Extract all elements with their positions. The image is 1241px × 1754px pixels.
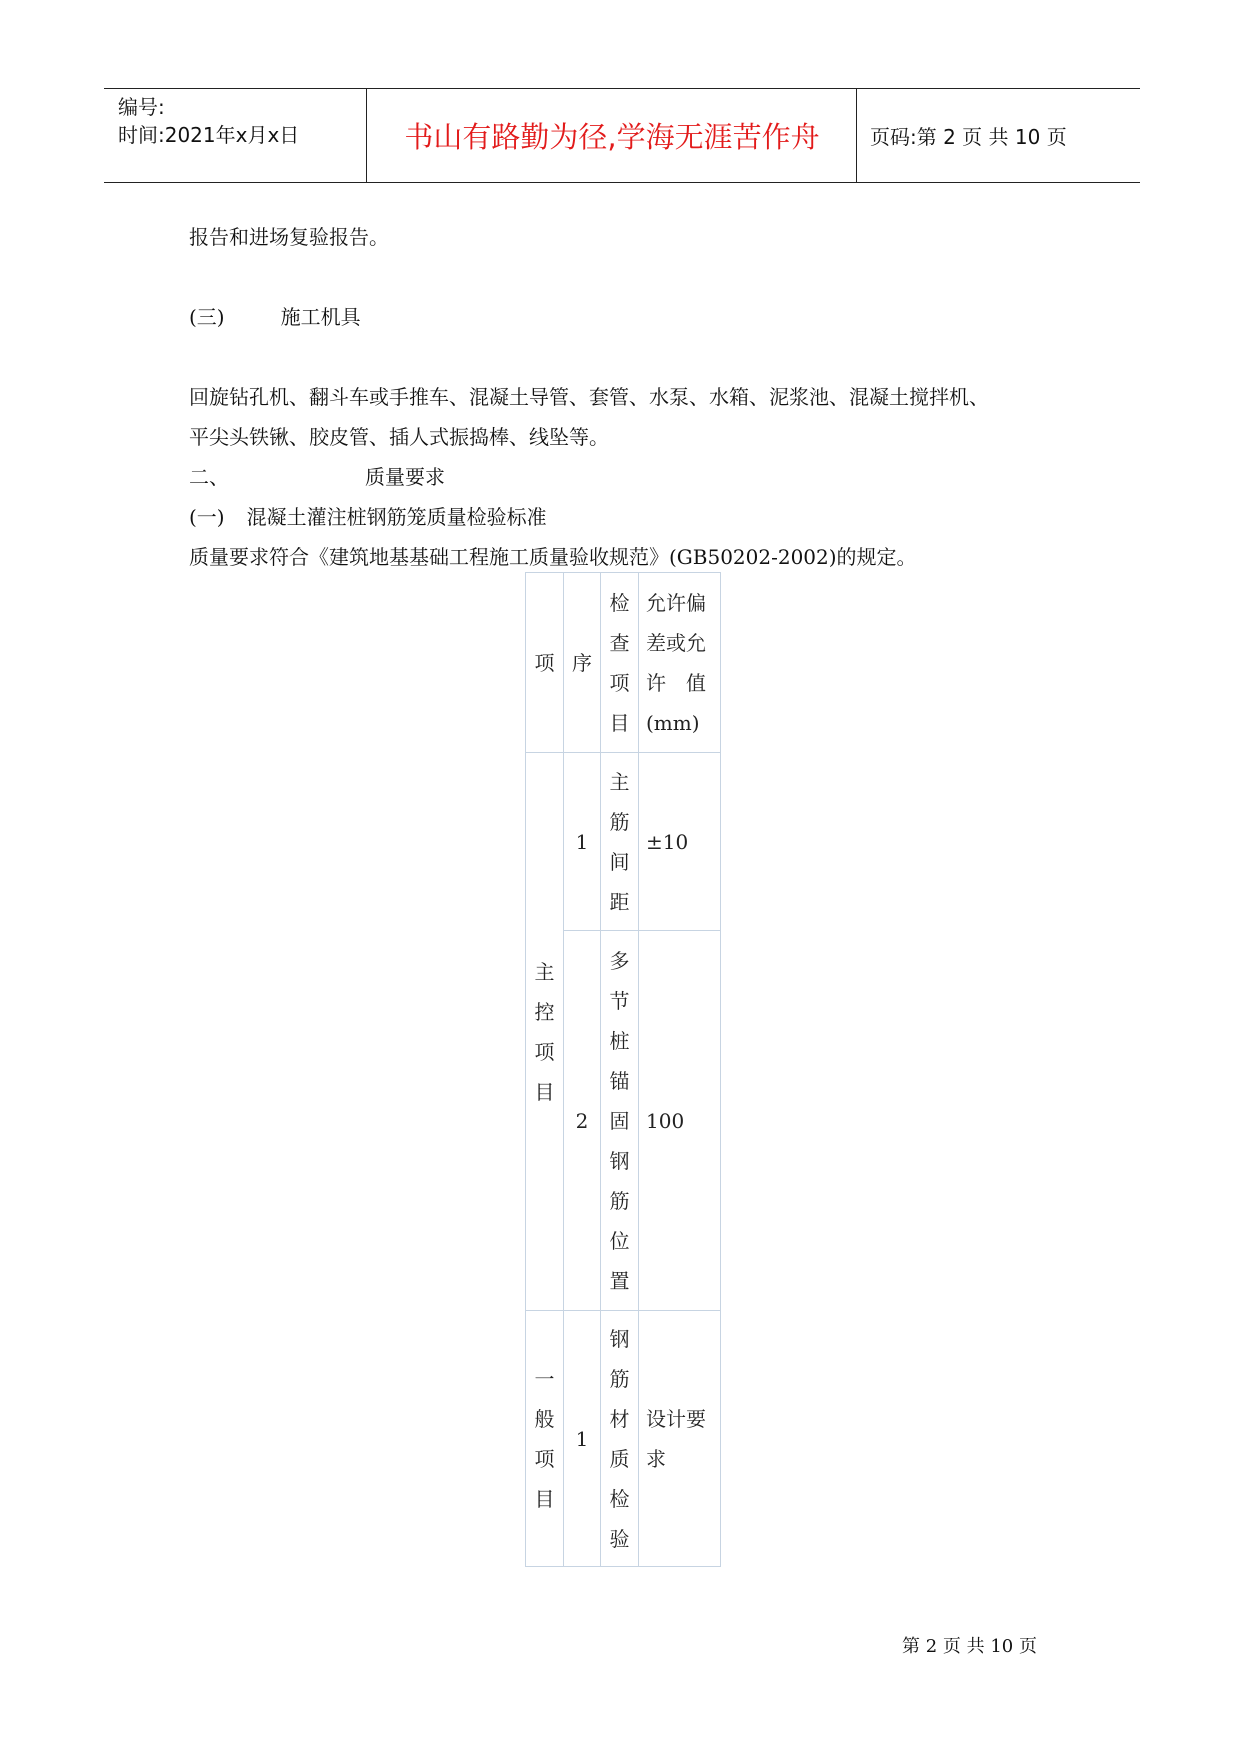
header-divider-right [856, 89, 857, 182]
header-tolerance-line-2: 差或允 [646, 630, 706, 655]
tools-line-2: 平尖头铁锹、胶皮管、插人式振捣棒、线坠等。 [189, 425, 609, 449]
requirement-line: 质量要求符合《建筑地基基础工程施工质量验收规范》(GB50202-2002)的规定。 [189, 545, 917, 569]
row2-value-cell [639, 931, 721, 1311]
table-row [526, 753, 721, 931]
tools-line-1: 回旋钻孔机、翻斗车或手推车、混凝土导管、套管、水泵、水箱、泥浆池、混凝土搅拌机、 [189, 385, 989, 409]
row2-value: 100 [646, 1108, 685, 1133]
row2-item-cell [601, 931, 639, 1311]
row2-seq: 2 [575, 1108, 589, 1133]
section-2-title: 质量要求 [365, 465, 445, 489]
row3-seq: 1 [575, 1426, 589, 1451]
table-header-row [526, 573, 721, 753]
header-divider-left [366, 89, 367, 182]
section-3-heading [189, 304, 361, 330]
row1-seq: 1 [575, 829, 589, 854]
row2-item: 多节桩锚固钢筋位置 [609, 948, 630, 1293]
section-2-number: 二、 [189, 465, 229, 489]
header-time-label: 时间:2021年x月x日 [118, 123, 300, 147]
row3-value-line-1: 设计要 [646, 1406, 706, 1431]
document-header [104, 88, 1140, 183]
row1-item: 主筋间距 [609, 769, 630, 914]
group-cell-general [526, 1311, 564, 1567]
subsection-1-heading [189, 504, 547, 530]
subsection-1-title: 混凝土灌注桩钢筋笼质量检验标准 [246, 505, 547, 529]
quality-standard-table [525, 572, 721, 1567]
row1-item-cell [601, 753, 639, 931]
body-line-1: 报告和进场复验报告。 [189, 225, 389, 249]
header-tolerance-line-1: 允许偏 [646, 590, 706, 615]
subsection-1-number: (一) [189, 505, 225, 529]
row1-value-cell [639, 753, 721, 931]
header-number-label: 编号: [118, 95, 165, 119]
header-tolerance-line-3: 许 值 [646, 670, 706, 695]
table-row [526, 1311, 721, 1567]
row3-item-cell [601, 1311, 639, 1567]
header-cell-seq [564, 573, 601, 753]
group-cell-main-control [526, 753, 564, 1311]
group-general-text: 一般项目 [534, 1366, 555, 1511]
header-seq-text: 序 [572, 650, 592, 675]
header-meta [118, 93, 299, 149]
group-main-control-text: 主控项目 [534, 959, 555, 1104]
row1-seq-cell [564, 753, 601, 931]
section-3-title: 施工机具 [280, 305, 361, 329]
row3-value-cell [639, 1311, 721, 1567]
row3-item: 钢筋材质检验 [609, 1326, 630, 1551]
header-page-info: 页码:第 2 页 共 10 页 [870, 125, 1067, 149]
row2-seq-cell [564, 931, 601, 1311]
section-3-number: (三) [189, 305, 225, 329]
header-motto: 书山有路勤为径,学海无涯苦作舟 [404, 120, 820, 154]
header-cell-item [526, 573, 564, 753]
page-footer: 第 2 页 共 10 页 [902, 1636, 1037, 1657]
header-tolerance-line-4: (mm) [646, 710, 700, 735]
section-2-heading [189, 464, 445, 490]
row3-seq-cell [564, 1311, 601, 1567]
row1-value: ±10 [646, 829, 689, 854]
header-check-text: 检查项目 [609, 590, 630, 735]
header-item-text: 项 [534, 650, 555, 675]
header-cell-tolerance [639, 573, 721, 753]
header-cell-check [601, 573, 639, 753]
row3-value-line-2: 求 [646, 1446, 666, 1471]
